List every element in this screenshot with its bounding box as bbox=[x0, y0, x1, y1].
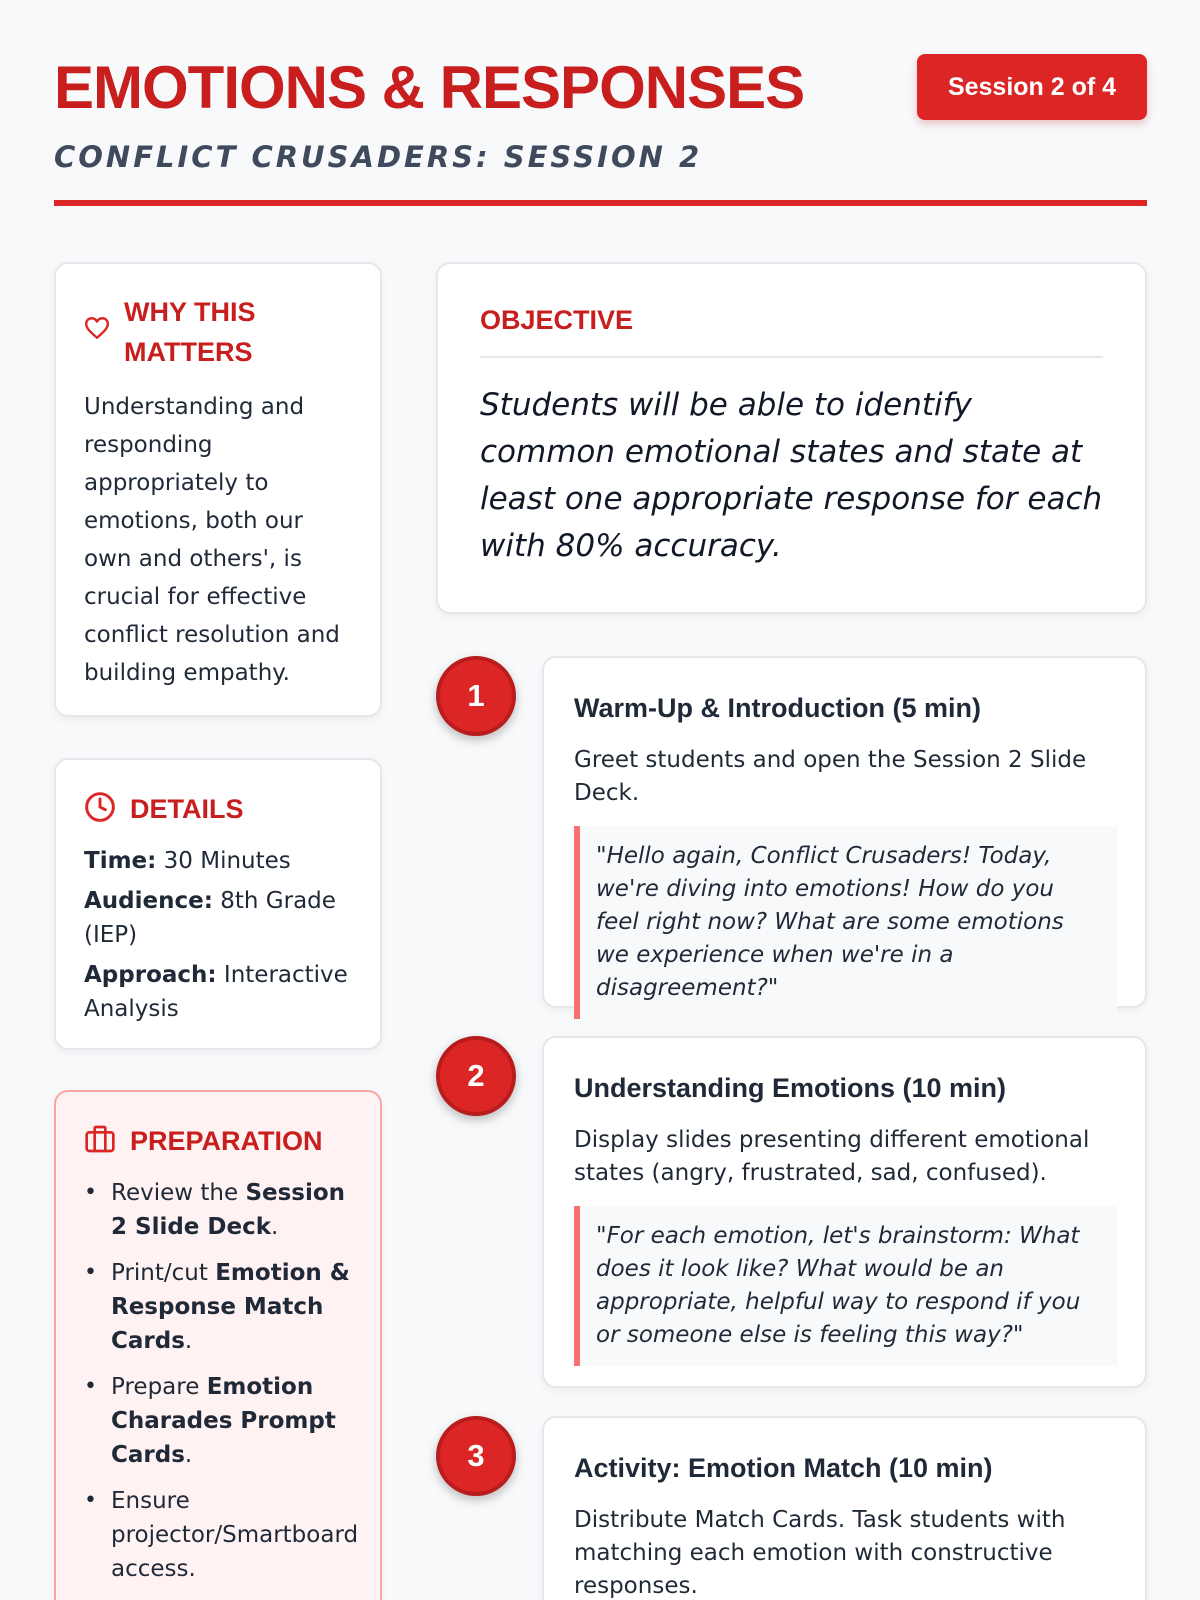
details-heading: DETAILS bbox=[130, 793, 244, 824]
step-number-1: 1 bbox=[436, 656, 516, 736]
step-number-3: 3 bbox=[436, 1416, 516, 1496]
detail-approach-label: Approach: bbox=[84, 962, 217, 988]
clock-icon bbox=[84, 791, 116, 827]
preparation-card bbox=[54, 1090, 382, 1600]
objective-heading: OBJECTIVE bbox=[480, 305, 634, 335]
step-card-2 bbox=[542, 1036, 1147, 1388]
details-card bbox=[54, 758, 382, 1050]
session-badge: Session 2 of 4 bbox=[917, 54, 1147, 120]
preparation-heading: PREPARATION bbox=[130, 1125, 323, 1156]
step-description: Greet students and open the Session 2 Slide Deck. bbox=[574, 747, 1087, 806]
detail-time-value: 30 Minutes bbox=[163, 848, 291, 874]
detail-time-label: Time: bbox=[84, 848, 157, 874]
why-heading: WHY THIS MATTERS bbox=[124, 297, 256, 367]
page-title: EMOTIONS & RESPONSES bbox=[54, 54, 805, 121]
objective-text: Students will be able to identify common emotional states and state at least one appropriate response for each with 80% accuracy. bbox=[480, 387, 1103, 564]
detail-time bbox=[84, 844, 352, 878]
header-divider bbox=[54, 200, 1147, 206]
step-card-3 bbox=[542, 1416, 1147, 1600]
objective-card bbox=[436, 262, 1147, 614]
preparation-list bbox=[84, 1176, 359, 1586]
detail-audience-value: 8th Grade (IEP) bbox=[84, 888, 336, 948]
prep-item: • Review the Session 2 Slide Deck. bbox=[84, 1176, 352, 1244]
step-card-1 bbox=[542, 656, 1147, 1008]
step-number-2: 2 bbox=[436, 1036, 516, 1116]
prep-item: • Prepare Emotion Charades Prompt Cards. bbox=[84, 1370, 352, 1472]
step-quote: "Hello again, Conflict Crusaders! Today, we're diving into emotions! How do you feel right now? What are some emotions we experience when we're in a disagreement?" bbox=[574, 826, 1117, 1019]
step-description: Distribute Match Cards. Task students with matching each emotion with constructive responses. bbox=[574, 1507, 1066, 1599]
detail-approach bbox=[84, 958, 352, 1026]
detail-audience-label: Audience: bbox=[84, 888, 213, 914]
step-quote: "For each emotion, let's brainstorm: What does it look like? What would be an appropriate, helpful way to respond if you or someone else is feeling this way?" bbox=[574, 1206, 1117, 1366]
detail-approach-value: Interactive Analysis bbox=[84, 962, 348, 1022]
step-title: Warm-Up & Introduction (5 min) bbox=[574, 693, 981, 723]
detail-audience bbox=[84, 884, 352, 952]
page-header bbox=[54, 52, 1147, 208]
step-description: Display slides presenting different emotional states (angry, frustrated, sad, confused). bbox=[574, 1127, 1090, 1186]
why-body: Understanding and responding appropriately to emotions, both our own and others', is crucial for effective conflict resolution and building empathy. bbox=[84, 394, 340, 686]
page-subtitle: CONFLICT CRUSADERS: SESSION 2 bbox=[54, 140, 703, 174]
step-title: Activity: Emotion Match (10 min) bbox=[574, 1453, 993, 1483]
heart-icon bbox=[84, 316, 110, 344]
why-this-matters-card bbox=[54, 262, 382, 717]
prep-item: • Print/cut Emotion & Response Match Cards. bbox=[84, 1256, 352, 1358]
prep-item: • Ensure projector/Smartboard access. bbox=[84, 1484, 352, 1586]
objective-divider bbox=[480, 356, 1103, 358]
step-title: Understanding Emotions (10 min) bbox=[574, 1073, 1007, 1103]
briefcase-icon bbox=[84, 1124, 116, 1158]
